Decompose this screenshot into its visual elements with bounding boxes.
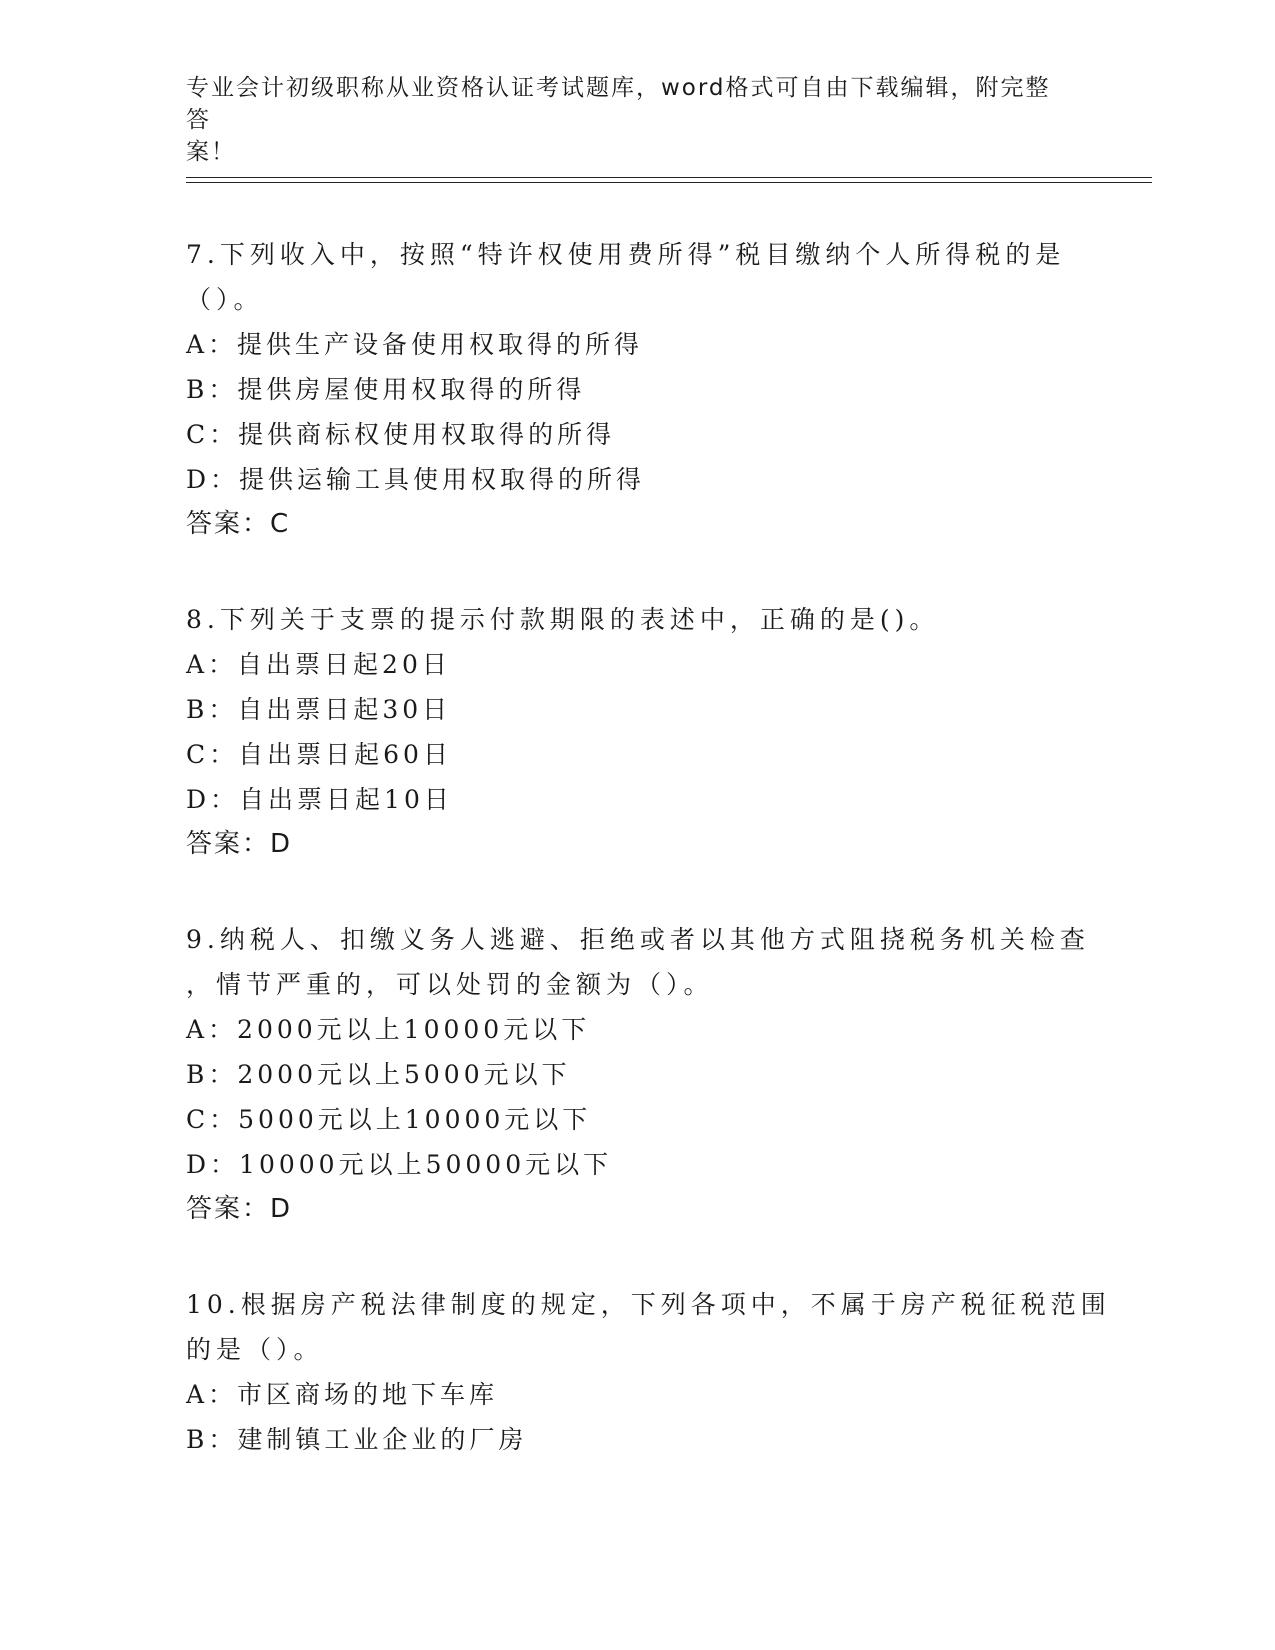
question-stem-line: 9.纳税人、扣缴义务人逃避、拒绝或者以其他方式阻挠税务机关检查 <box>186 925 1090 954</box>
header-divider-bottom <box>186 182 1152 183</box>
option-d: D：10000元以上50000元以下 <box>186 1150 613 1179</box>
option-c: C：5000元以上10000元以下 <box>186 1105 592 1134</box>
question-stem-line: ，情节严重的，可以处罚的金额为（）。 <box>186 970 714 999</box>
question-stem-line: 的是（）。 <box>186 1335 324 1364</box>
question-10 <box>186 1282 1111 1462</box>
option-a: A：2000元以上10000元以下 <box>186 1015 591 1044</box>
option-c: C：提供商标权使用权取得的所得 <box>186 420 616 449</box>
header-divider-top <box>186 177 1152 178</box>
option-b: B：自出票日起30日 <box>186 695 452 724</box>
option-b: B：2000元以上5000元以下 <box>186 1060 571 1089</box>
document-header <box>186 72 1066 168</box>
option-d: D：提供运输工具使用权取得的所得 <box>186 465 646 494</box>
question-stem-line: 10.根据房产税法律制度的规定，下列各项中，不属于房产税征税范围 <box>186 1290 1111 1319</box>
header-line-1: 专业会计初级职称从业资格认证考试题库，word格式可自由下载编辑，附完整答 <box>186 75 1051 133</box>
answer-line: 答案：D <box>186 829 293 859</box>
answer-line: 答案：C <box>186 509 291 539</box>
header-line-2: 案！ <box>186 139 236 165</box>
question-8 <box>186 597 1086 867</box>
option-b: B：提供房屋使用权取得的所得 <box>186 375 586 404</box>
option-d: D：自出票日起10日 <box>186 785 453 814</box>
option-a: A：自出票日起20日 <box>186 650 451 679</box>
option-a: A：市区商场的地下车库 <box>186 1380 499 1409</box>
question-stem-line: 8.下列关于支票的提示付款期限的表述中，正确的是()。 <box>186 605 940 634</box>
question-9 <box>186 917 1090 1232</box>
question-stem-line: （）。 <box>186 285 264 314</box>
option-a: A：提供生产设备使用权取得的所得 <box>186 330 644 359</box>
option-c: C：自出票日起60日 <box>186 740 452 769</box>
question-7 <box>186 232 1086 547</box>
question-stem-line: 7.下列收入中，按照“特许权使用费所得”税目缴纳个人所得税的是 <box>186 240 1066 269</box>
option-b: B：建制镇工业企业的厂房 <box>186 1425 528 1454</box>
answer-line: 答案：D <box>186 1194 293 1224</box>
